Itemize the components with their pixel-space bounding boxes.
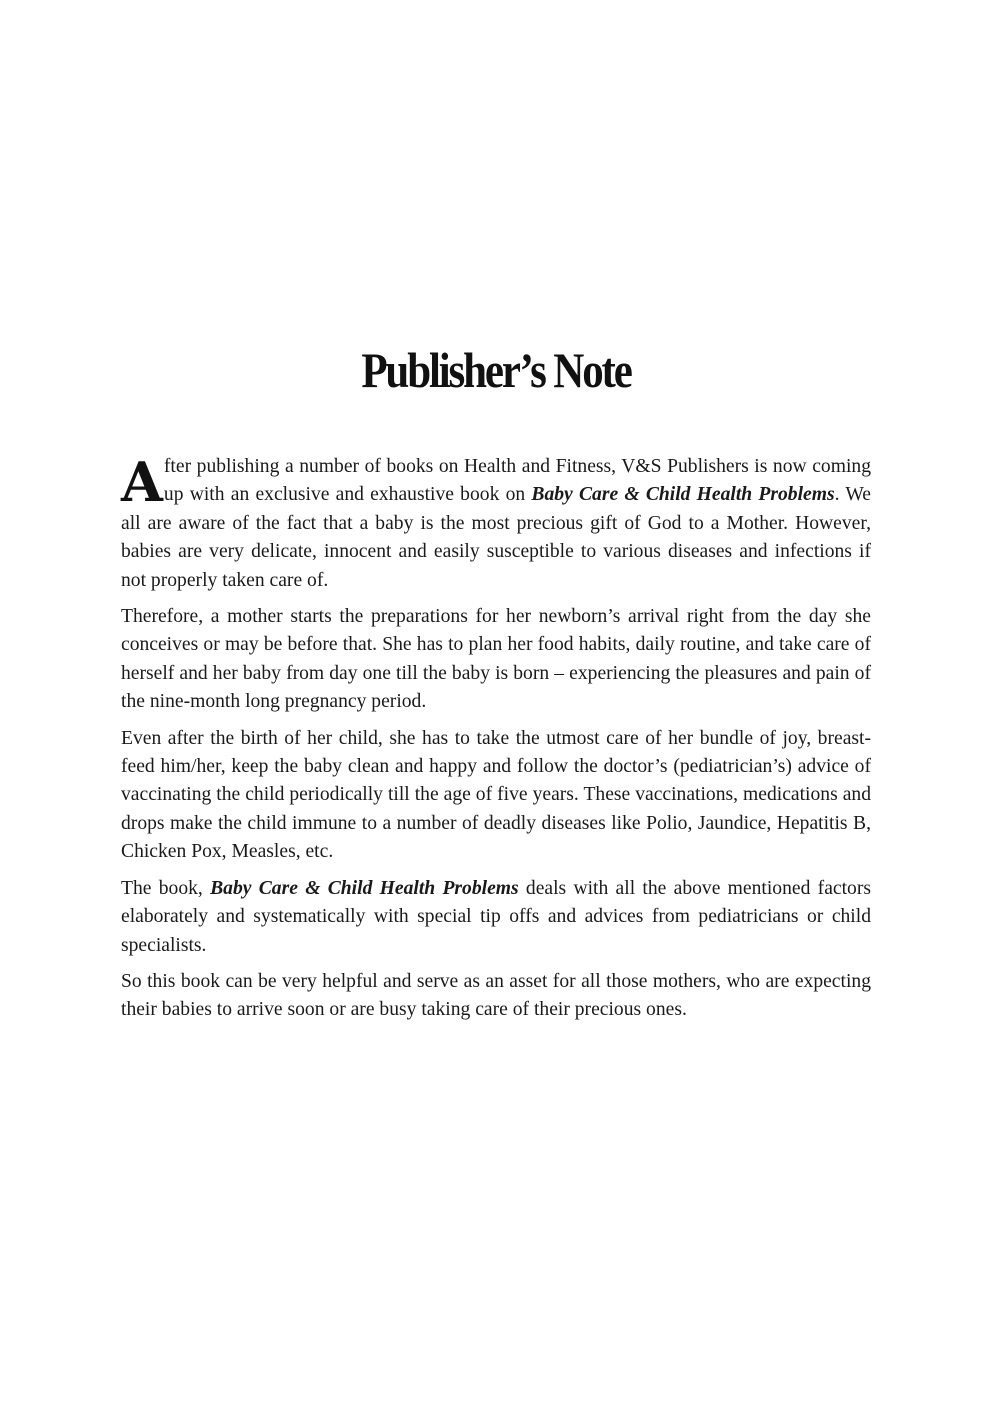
- paragraph-book-content-end: deals with all the above mentioned factors elaborately and systematically with special tip offs and advices from pediatricians or child specialists.: [121, 877, 871, 956]
- paragraph-intro-text-end: . We all are aware of the fact that a baby is the most precious gift of God to a Mother. However, babies are very delicate, innocent and easily susceptible to various diseases and infections if not properly taken care of.: [121, 484, 871, 591]
- drop-cap-letter: A: [121, 450, 163, 514]
- paragraph-intro-text-start: fter publishing a number of books on Health and Fitness, V&S Publishers is now coming up with an exclusive and exhaustive book on: [163, 456, 871, 506]
- paragraph-after-birth: Even after the birth of her child, she has to take the utmost care of her bundle of joy, breast-feed him/her, keep the baby clean and happy and follow the doctor’s (pediatrician’s) advice of vaccinating the child periodically till the age of five years. These vaccinations, medications and drops make the child immune to a number of deadly diseases like Polio, Jaundice, Hepatitis B, Chicken Pox, Measles, etc.: [121, 727, 871, 863]
- book-title-emphasis: Baby Care & Child Health Problems: [210, 877, 519, 899]
- paragraph-preparations: Therefore, a mother starts the preparations for her newborn’s arrival right from the day she conceives or may be before that. She has to plan her food habits, daily routine, and take care of herself and her baby from day one till the baby is born – experiencing the pleasures and pain of the nine-month long pregnancy period.: [121, 606, 871, 713]
- paragraph-conclusion: So this book can be very helpful and serve as an asset for all those mothers, who are expecting their babies to arrive soon or are busy taking care of their precious ones.: [121, 970, 871, 1021]
- book-title-emphasis: Baby Care & Child Health Problems: [531, 484, 835, 506]
- paragraph-book-content-start: The book,: [121, 877, 211, 899]
- page-title: Publisher’s Note: [361, 342, 631, 398]
- paragraph-book-content: [121, 875, 871, 960]
- body-text: [121, 450, 871, 1033]
- paragraph-intro: [121, 450, 871, 595]
